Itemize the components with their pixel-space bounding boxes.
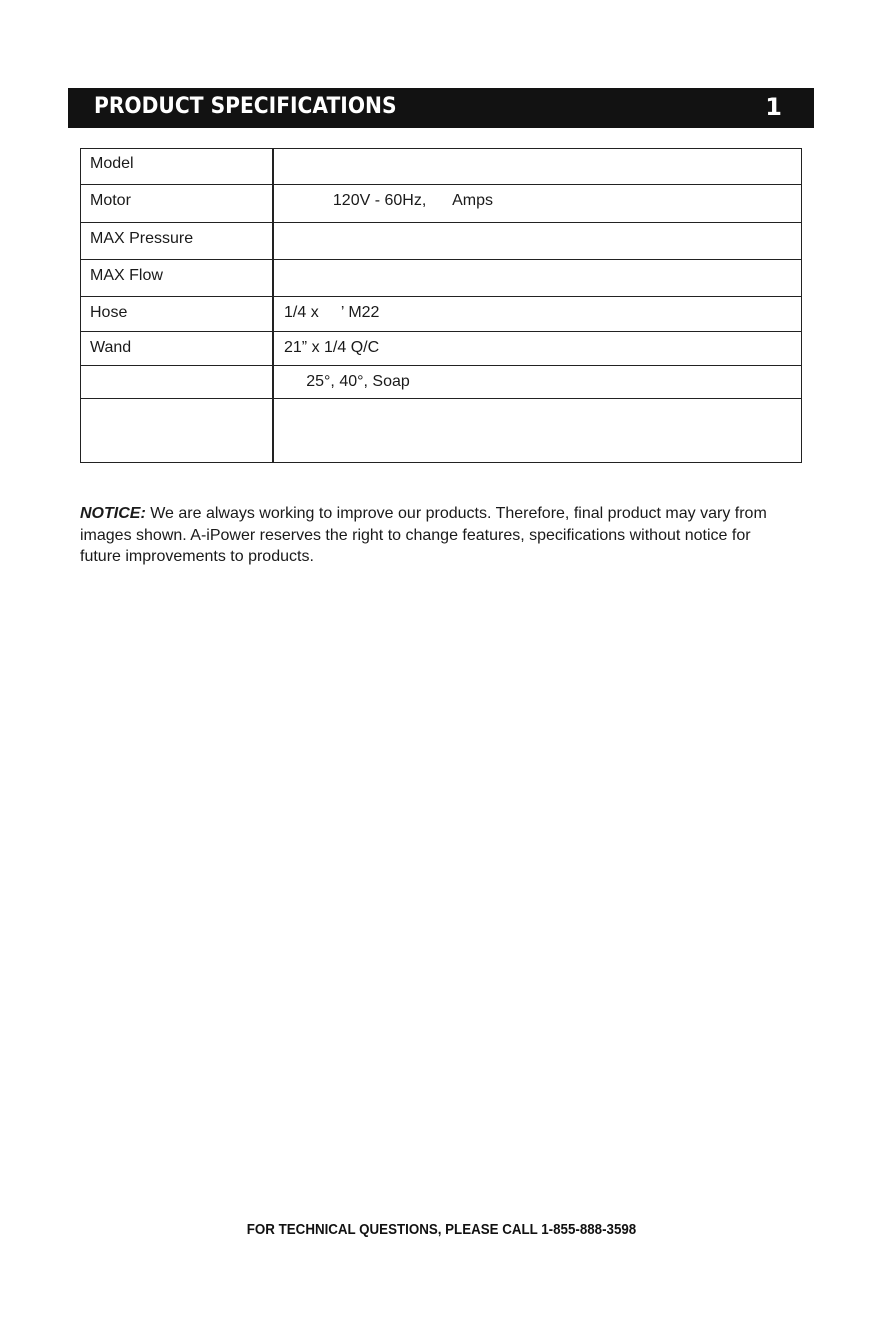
spec-row-wand [81,333,801,366]
notice-text: We are always working to improve our products. Therefore, final product may vary from images shown. A-iPower reserves the right to change features, specifications without notice for future improvements to products. [80,505,767,565]
spec-value: 120V - 60Hz, Amps [284,192,493,209]
spec-value: 25°, 40°, Soap [284,373,410,390]
spec-label: MAX Pressure [90,230,194,247]
spec-row-motor [81,186,801,223]
notice-label: NOTICE: [80,505,146,522]
notice-paragraph [80,503,792,568]
spec-label: Wand [90,339,132,356]
spec-value: 21” x 1/4 Q/C [284,339,380,356]
spec-value: 1/4 x ’ M22 [284,304,380,321]
spec-row-hose [81,298,801,332]
spec-row-blank [81,400,801,462]
spec-label: Motor [90,192,131,209]
spec-row-nozzles [81,367,801,399]
footer-support-line: FOR TECHNICAL QUESTIONS, PLEASE CALL 1-855-888-3598 [246,1222,637,1238]
spec-label: Hose [90,304,128,321]
section-header-bar [68,88,814,128]
spec-row-max-pressure [81,224,801,260]
section-title: PRODUCT SPECIFICATIONS [94,94,397,119]
page-number: 1 [765,93,782,121]
specifications-table [80,148,802,463]
spec-label: Model [90,155,134,172]
spec-row-model [81,149,801,185]
spec-row-max-flow [81,261,801,297]
spec-label: MAX Flow [90,267,163,284]
